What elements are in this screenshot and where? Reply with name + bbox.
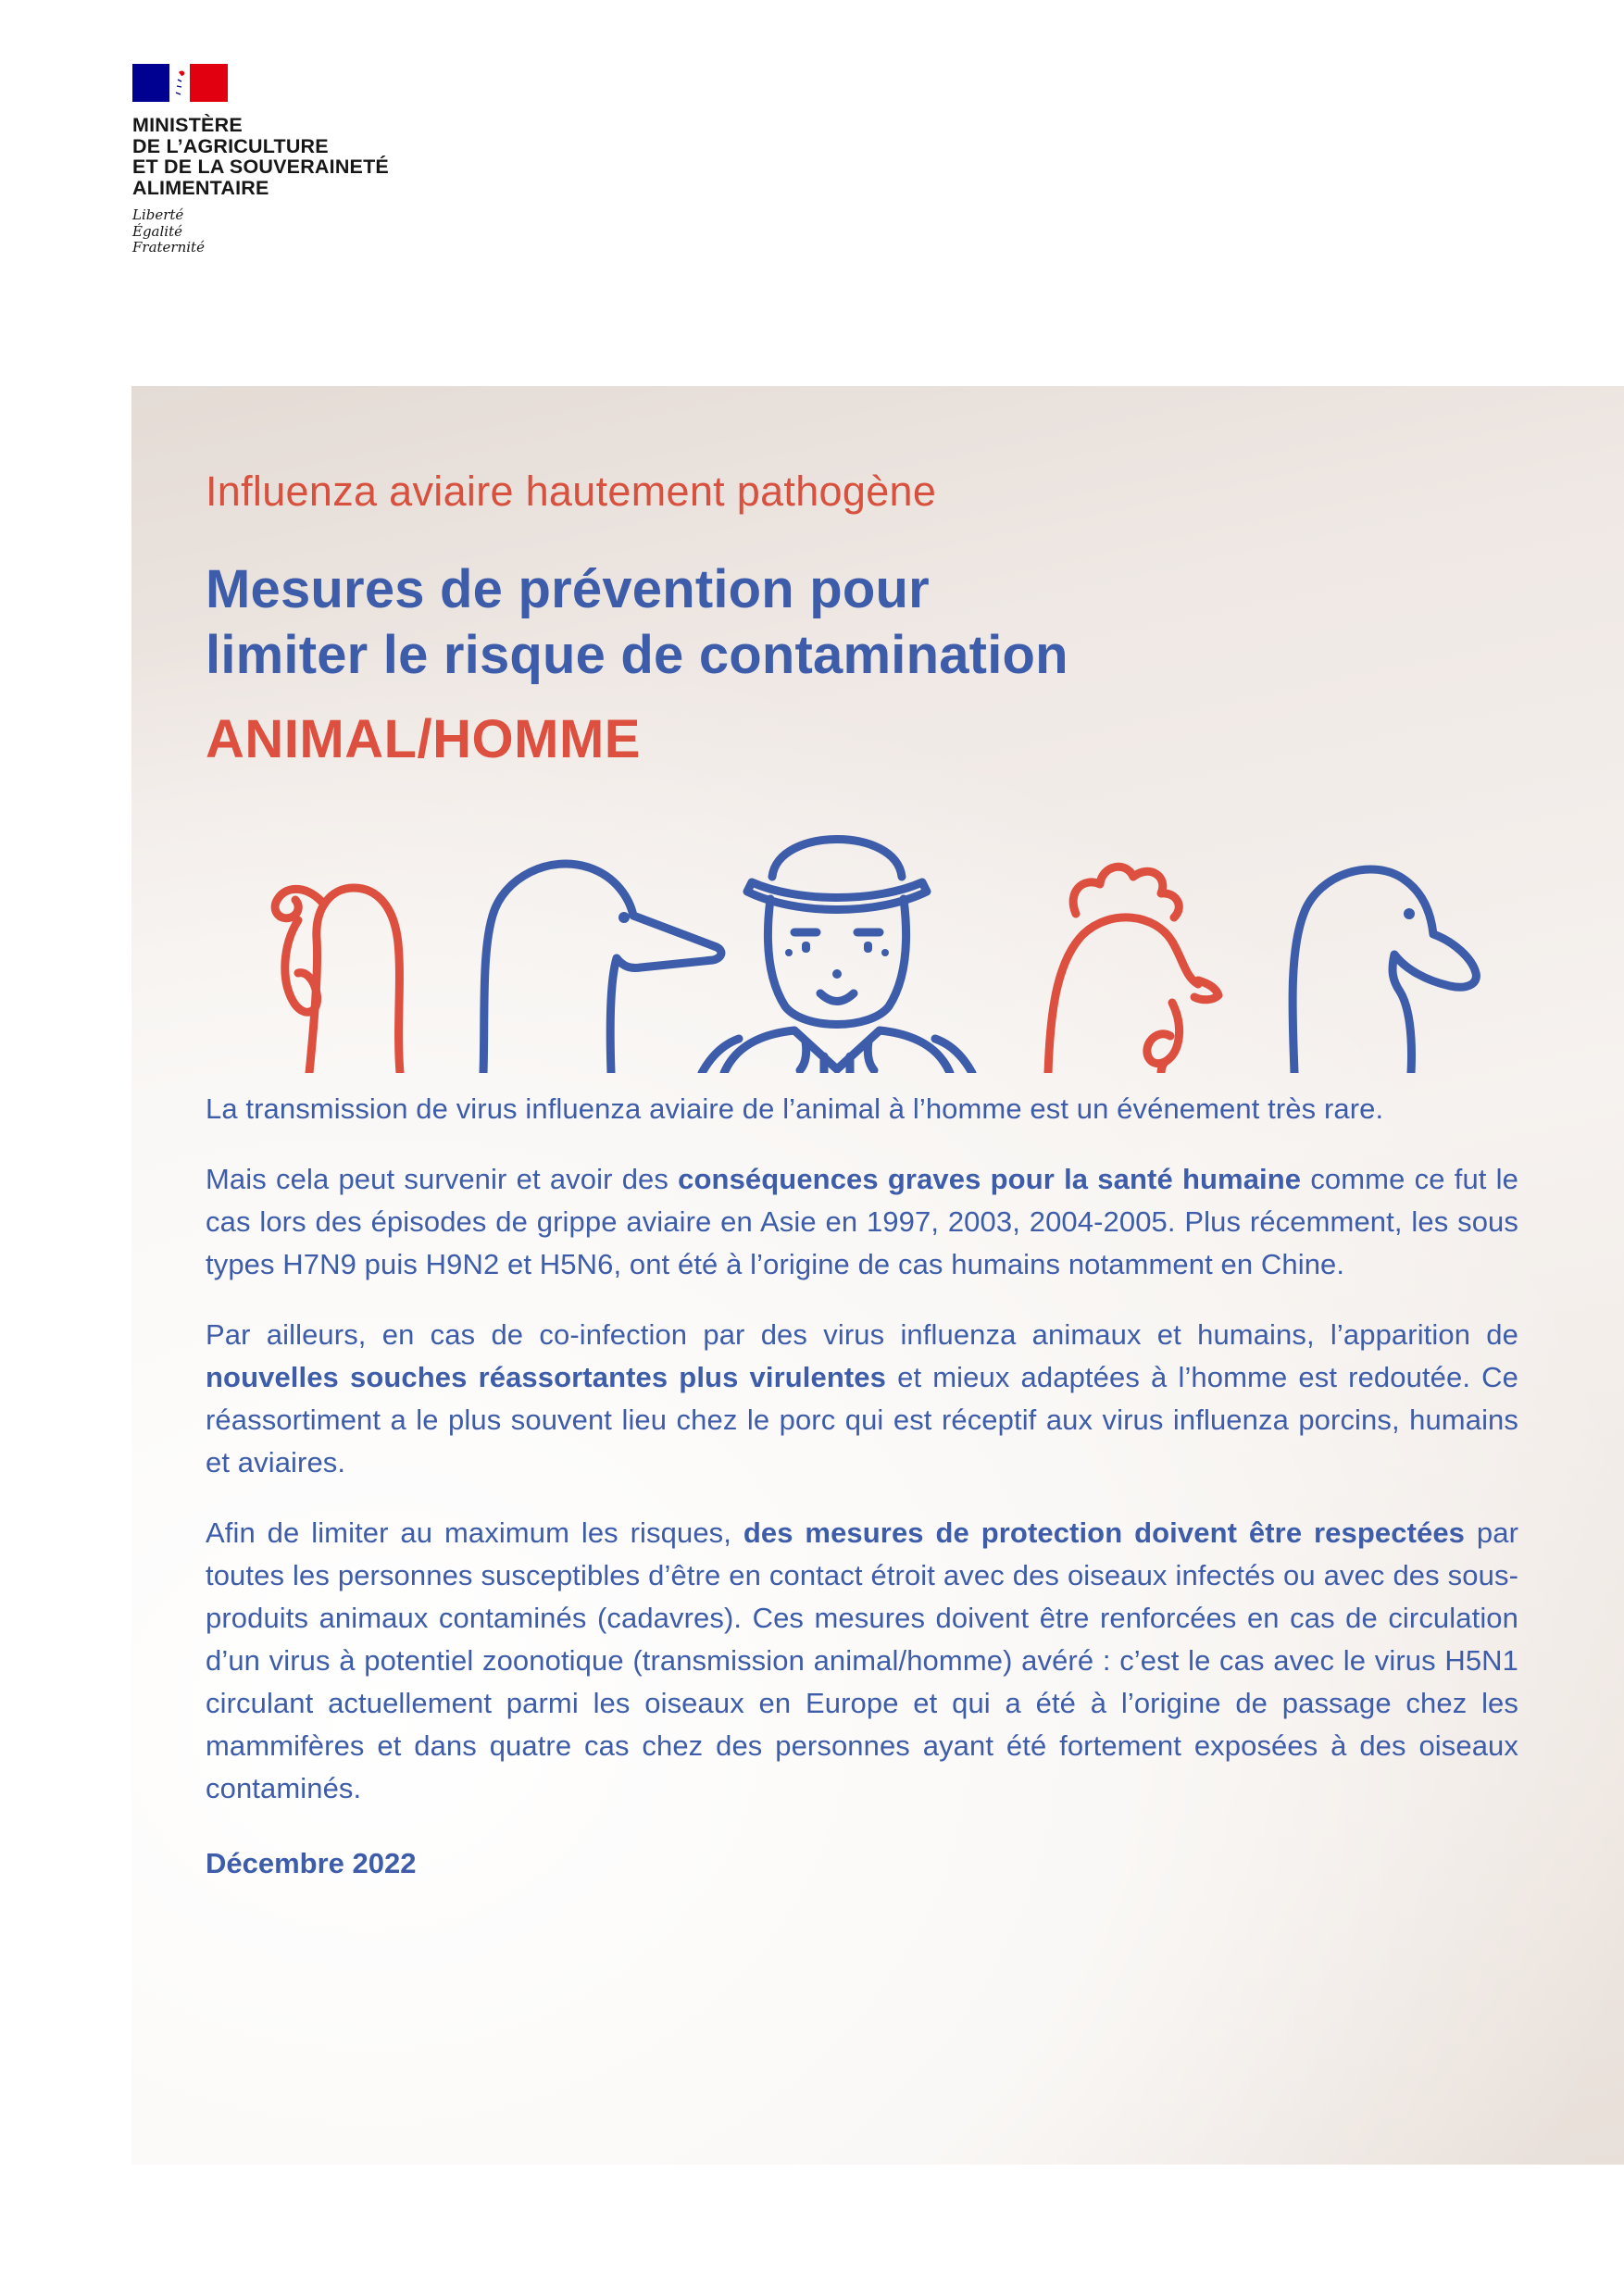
main-title bbox=[206, 556, 1518, 688]
motto-line: Liberté bbox=[132, 206, 184, 223]
farmer-with-cap-icon bbox=[702, 840, 972, 1074]
republic-motto bbox=[132, 207, 389, 256]
content-card bbox=[131, 386, 1624, 2165]
motto-line: Égalité bbox=[132, 222, 182, 240]
paragraph: La transmission de virus influenza aviaire de l’animal à l’homme est un événement très rare. bbox=[206, 1092, 1384, 1125]
ministry-name-line: MINISTÈRE bbox=[132, 114, 243, 136]
paragraph: Par ailleurs, en cas de co-infection par des virus influenza animaux et humains, l’apparition de nouvelles souches réassortantes plus virulentes et mieux adaptées à l’homme est redoutée. Ce réassortiment a le plus souvent lieu chez le porc qui est réceptif aux virus influenza porcins, humains et aviaires. bbox=[206, 1318, 1518, 1479]
ministry-name-line: ET DE LA SOUVERAINETÉ bbox=[132, 156, 389, 178]
ministry-name-line: DE L’AGRICULTURE bbox=[132, 134, 329, 157]
ministry-name bbox=[132, 115, 389, 198]
rooster-head-icon bbox=[1048, 867, 1218, 1073]
ministry-name-line: ALIMENTAIRE bbox=[132, 176, 269, 199]
paragraph: Afin de limiter au maximum les risques, des mesures de protection doivent être respectées par toutes les personnes susceptibles d’être en contact étroit avec des oiseaux infectés ou avec des sous-produits animaux contaminés (cadavres). Ces mesures doivent être renforcées en cas de circulation d’un virus à potentiel zoonotique (transmission animal/homme) avéré : c’est le cas avec le virus H5N1 circulant actuellement parmi les oiseaux en Europe et qui a été à l’origine de passage chez les mammifères et dans quatre cas chez des personnes ayant été fortement exposées à des oiseaux contaminés. bbox=[206, 1516, 1518, 1804]
french-flag-marianne-icon bbox=[132, 64, 228, 102]
gov-logo-block bbox=[132, 64, 389, 256]
body-text bbox=[206, 1088, 1518, 1810]
main-title-highlight: ANIMAL/HOMME bbox=[206, 709, 641, 769]
duck-head-icon bbox=[1293, 869, 1476, 1073]
main-title-line: limiter le risque de contamination bbox=[206, 625, 1068, 685]
paragraph: Mais cela peut survenir et avoir des conséquences graves pour la santé humaine comme ce fut le cas lors des épisodes de grippe aviaire en Asie en 1997, 2003, 2004-2005. Plus récemment, les sous types H7N9 puis H9N2 et H5N6, ont été à l’origine de cas humains notamment en Chine. bbox=[206, 1163, 1518, 1280]
kicker-title: Influenza aviaire hautement pathogène bbox=[206, 468, 937, 515]
illustration-strip bbox=[206, 795, 1518, 1073]
turkey-head-icon bbox=[275, 888, 400, 1073]
publication-date: Décembre 2022 bbox=[206, 1847, 417, 1879]
goose-head-icon bbox=[483, 864, 721, 1073]
motto-line: Fraternité bbox=[132, 239, 205, 256]
main-title-line: Mesures de prévention pour bbox=[206, 559, 930, 619]
